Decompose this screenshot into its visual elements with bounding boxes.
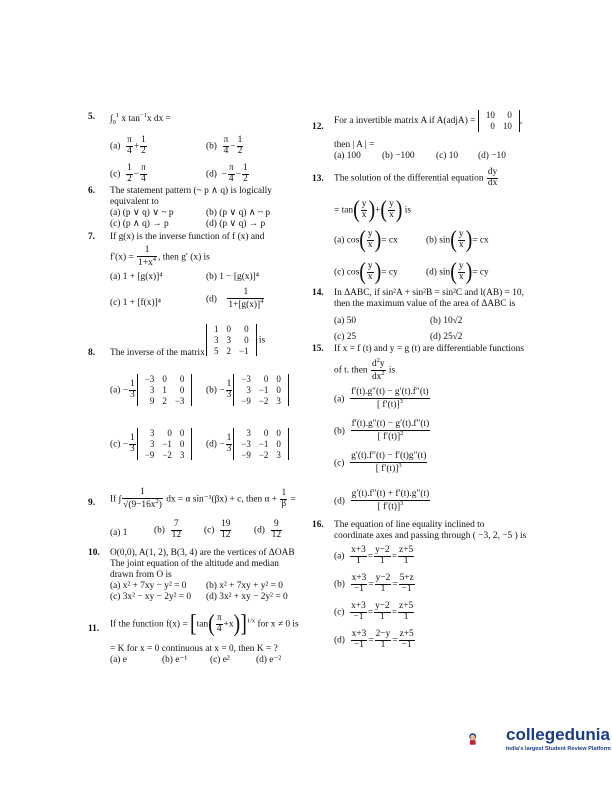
option-d[interactable]: (d) −10: [478, 151, 506, 161]
option-d[interactable]: (d) (p ∨ q) → p: [206, 219, 266, 229]
option-a[interactable]: (a) − $\frac{1}{3}$ −3 0 0 3 1 0 9 2 −3: [110, 374, 192, 406]
question-6: [88, 186, 308, 232]
option-a[interactable]: (a) 1 + [g(x)]⁴: [110, 272, 163, 282]
option-d[interactable]: (d) $\frac{1}{1+[g(x)]^4}$: [206, 287, 264, 310]
option-c[interactable]: (c) e²: [210, 655, 230, 665]
option-a[interactable]: (a) 50: [334, 316, 357, 326]
option-a[interactable]: (a) e: [110, 655, 127, 665]
question-line: The statement pattern (~ p ∧ q) is logically: [110, 186, 272, 196]
question-line: drawn from O is: [110, 570, 172, 580]
question-16: [312, 520, 532, 660]
question-stem: If the function f(x) = [tan( $\frac{\pi}{4}$ +x)]$^{1/x}$ for x ≠ 0 is: [110, 611, 299, 638]
question-line: of t. then $\frac{d^2y}{dx^2}$ is: [334, 357, 396, 383]
question-number: 9.: [88, 498, 96, 508]
question-14: [312, 288, 532, 340]
question-stem: The solution of the differential equation $\frac{dy}{dx}$: [334, 167, 498, 188]
question-9: [88, 488, 308, 546]
option-b[interactable]: (b) x² + 7xy + y² = 0: [206, 581, 283, 591]
option-a[interactable]: (a) 100: [334, 151, 361, 161]
option-b[interactable]: (b) 1 − [g(x)]⁴: [206, 272, 260, 282]
question-line: = K for x = 0 continuous at x = 0, then K = ?: [110, 644, 278, 654]
question-line: equivalent to: [110, 197, 159, 207]
option-d[interactable]: (d) 3x² + xy − 2y² = 0: [206, 592, 288, 602]
question-stem: $\int_0^1$ x $\tan^{-1}x$ dx =: [110, 112, 171, 126]
option-c[interactable]: (c) − $\frac{1}{3}$ 3 0 0 3 −1 0 −9 −2 3: [110, 428, 192, 460]
question-number: 7.: [88, 232, 96, 242]
option-c[interactable]: (c) 25: [334, 332, 357, 342]
question-line: If x = f (t) and y = g (t) are differentiable functions: [334, 344, 525, 354]
option-b[interactable]: (b) sin( $\frac{y}{x}$ )= cx: [426, 227, 489, 254]
option-c[interactable]: (c) $\frac{19}{12}$: [204, 519, 231, 540]
question-number: 12.: [312, 122, 324, 132]
option-d[interactable]: (d) − $\frac{1}{3}$ 3 0 0 −3 −1 0 −9 −2 3: [206, 428, 289, 460]
option-a[interactable]: (a) x² + 7xy − y² = 0: [110, 581, 187, 591]
option-c[interactable]: (c) cos( $\frac{y}{x}$ )= cy: [334, 259, 398, 286]
option-a[interactable]: (a) (p ∨ q) ∨ ~ p: [110, 208, 174, 218]
option-d[interactable]: (d) sin( $\frac{y}{x}$ )= cy: [426, 259, 489, 286]
option-b[interactable]: (b) (p ∨ q) ∧ ~ p: [206, 208, 271, 218]
option-c[interactable]: (c) $\frac{1}{2}$ − $\frac{\pi}{4}$: [110, 163, 146, 184]
brand-tagline: India's largest Student Review Platform: [506, 746, 611, 752]
option-c[interactable]: (c) 10: [436, 151, 459, 161]
question-stem: For a invertible matrix A if A(adjA) = 10 0 0 10 ,: [334, 110, 523, 131]
option-d[interactable]: (d) $\frac{9}{12}$: [254, 519, 281, 540]
option-b[interactable]: (b) −100: [382, 151, 415, 161]
option-d[interactable]: (d) − $\frac{\pi}{4}$ − $\frac{1}{2}$: [206, 163, 248, 184]
option-c[interactable]: (c) 3x² − xy − 2y² = 0: [110, 592, 192, 602]
question-number: 16.: [312, 520, 324, 530]
question-number: 14.: [312, 288, 324, 298]
option-a[interactable]: (a) $\frac{x+3}{1}$ = $\frac{y-2}{1}$ = $\frac{z+5}{1}$: [334, 545, 414, 566]
question-line: f′(x) = $\frac{1}{1+x^4}$ , then g′ (x) is: [110, 245, 210, 268]
option-b[interactable]: (b) $\frac{x+3}{-1}$ = $\frac{y-2}{1}$ = $\frac{5+z}{-1}$: [334, 573, 414, 594]
option-a[interactable]: (a) 1: [110, 528, 128, 538]
question-15: [312, 344, 532, 514]
question-number: 5.: [88, 112, 96, 122]
question-number: 8.: [88, 348, 96, 358]
option-a[interactable]: (a) $\frac{\pi}{4}$ + $\frac{1}{2}$: [110, 135, 146, 156]
question-8: [88, 322, 308, 482]
option-d[interactable]: (d) 25√2: [430, 332, 463, 342]
question-12: [312, 106, 532, 168]
option-a[interactable]: (a) cos( $\frac{y}{x}$ )= cx: [334, 227, 398, 254]
option-b[interactable]: (b) $\frac{\pi}{4}$ − $\frac{1}{2}$: [206, 135, 243, 156]
question-number: 10.: [88, 548, 100, 558]
option-d[interactable]: (d) $\frac{x+3}{-1}$ = $\frac{2-y}{1}$ = $\frac{z+5}{-1}$: [334, 629, 414, 650]
option-b[interactable]: (b) $\frac{7}{12}$: [154, 519, 181, 540]
question-line: then | A | =: [334, 140, 375, 150]
question-stem: The inverse of the matrix: [110, 348, 205, 358]
question-line: coordinate axes and passing through ( −3, 2, −5 ) is: [334, 531, 527, 541]
given-matrix: 1 0 0 3 3 0 5 2 −1 is: [206, 324, 265, 356]
question-line: = tan( $\frac{y}{x}$ )+( $\frac{y}{x}$ ) is: [334, 197, 412, 224]
question-number: 6.: [88, 186, 96, 196]
option-b[interactable]: (b) e⁻¹: [162, 655, 188, 665]
option-c[interactable]: (c) (p ∧ q) → p: [110, 219, 169, 229]
option-b[interactable]: (b) − $\frac{1}{3}$ −3 0 0 3 −1 0 −9 −2 3: [206, 374, 289, 406]
question-10: [88, 548, 308, 606]
question-line: O(0,0), A(1, 2), B(3, 4) are the vertices of ΔOAB: [110, 548, 295, 558]
question-number: 11.: [88, 624, 100, 634]
option-d[interactable]: (d) e⁻²: [256, 655, 282, 665]
question-number: 15.: [312, 344, 324, 354]
question-11: [88, 610, 308, 670]
option-c[interactable]: (c) $\frac{x+3}{-1}$ = $\frac{y-2}{1}$ = $\frac{z+5}{1}$: [334, 601, 414, 622]
option-b[interactable]: (b) 10√2: [430, 316, 463, 326]
question-line: The equation of line equality inclined to: [334, 520, 485, 530]
brand-name[interactable]: collegedunia: [506, 725, 610, 744]
question-13: [312, 166, 532, 290]
option-d[interactable]: (d) $\frac{g'(t).f''(t) + f'(t).g''(t)}{[ f'(t)]^3}$: [334, 489, 430, 512]
question-line: In ΔABC, if sin²A + sin²B = sin²C and l(AB) = 10,: [334, 288, 524, 298]
question-5: [88, 112, 308, 192]
option-c[interactable]: (c) $\frac{g'(t).f''(t) - f'(t)g''(t)}{[ f'(t)]^3}$: [334, 451, 427, 474]
option-c[interactable]: (c) 1 + [f(x)]⁴: [110, 298, 161, 308]
question-line: If g(x) is the inverse function of f (x) and: [110, 232, 265, 242]
option-a[interactable]: (a) $\frac{f'(t).g''(t) - g'(t).f''(t)}{[ f'(t)]^3}$: [334, 387, 429, 410]
option-b[interactable]: (b) $\frac{f'(t).g''(t) - g'(t).f''(t)}{[ f'(t)]^2}$: [334, 419, 430, 442]
question-line: then the maximum value of the area of ΔABC is: [334, 299, 516, 309]
collegedunia-mascot-icon: [467, 716, 507, 762]
question-stem: If ∫ $\frac{1}{√(9-16x^2)}$ dx = α sin⁻¹(βx) + c, then α + $\frac{1}{\beta}$ =: [110, 487, 296, 510]
question-line: The joint equation of the altitude and median: [110, 559, 279, 569]
question-number: 13.: [312, 174, 324, 184]
